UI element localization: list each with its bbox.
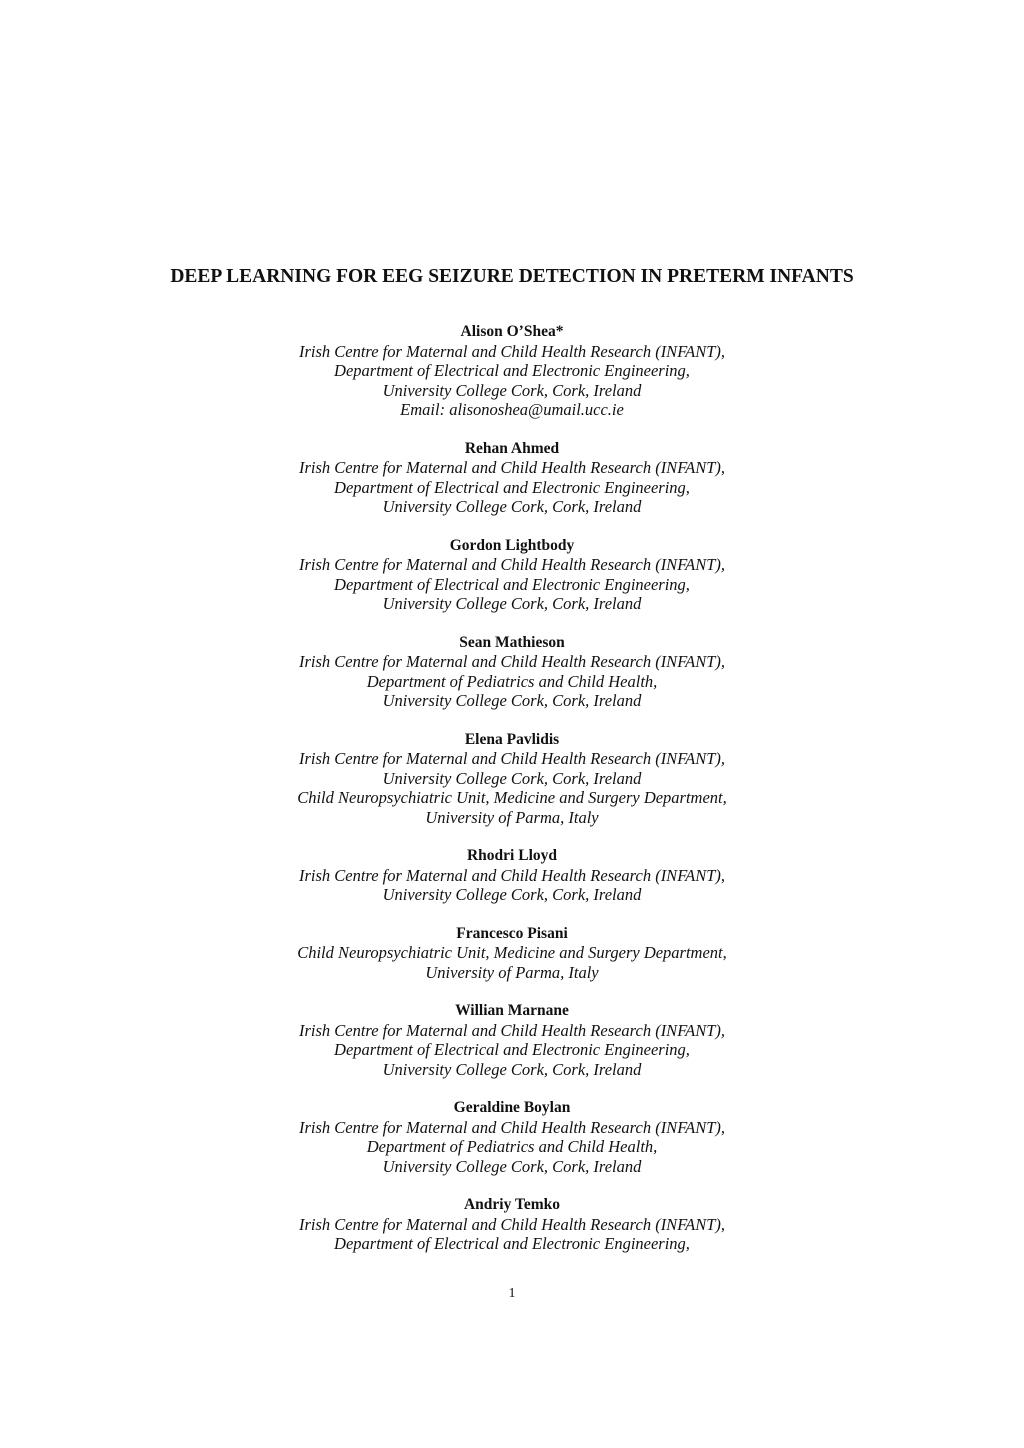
affiliation-line: Department of Electrical and Electronic Engineering, bbox=[334, 574, 690, 594]
author-name: Willian Marnane bbox=[455, 1002, 569, 1019]
author-block bbox=[0, 536, 1024, 614]
affiliation-line: Irish Centre for Maternal and Child Health Research (INFANT), bbox=[298, 458, 726, 477]
author-name: Francesco Pisani bbox=[456, 924, 568, 942]
author-block bbox=[0, 730, 1024, 828]
author-name: Elena Pavlidis bbox=[464, 730, 560, 748]
affiliation-line: Department of Pediatrics and Child Health, bbox=[366, 671, 658, 691]
affiliation-line: Irish Centre for Maternal and Child Health Research (INFANT), bbox=[298, 341, 726, 361]
affiliation-line: Irish Centre for Maternal and Child Health Research (INFANT), bbox=[298, 749, 726, 768]
affiliation-line: Department of Electrical and Electronic Engineering, bbox=[334, 361, 690, 380]
affiliation-line: University of Parma, Italy bbox=[425, 807, 599, 827]
author-block bbox=[0, 1098, 1024, 1176]
affiliation-line: Irish Centre for Maternal and Child Health Research (INFANT), bbox=[298, 652, 726, 671]
affiliation-line: University College Cork, Cork, Ireland bbox=[382, 1156, 642, 1176]
page-number: 1 bbox=[508, 1286, 516, 1301]
author-list bbox=[0, 322, 1024, 1273]
author-block bbox=[0, 1001, 1024, 1079]
author-email: Email: alisonoshea@umail.ucc.ie bbox=[400, 400, 624, 419]
author-name: Geraldine Boylan bbox=[453, 1099, 571, 1116]
author-name: Andriy Temko bbox=[463, 1196, 561, 1213]
affiliation-line: Irish Centre for Maternal and Child Health Research (INFANT), bbox=[298, 1214, 726, 1234]
affiliation-line: University College Cork, Cork, Ireland bbox=[382, 497, 642, 516]
author-block bbox=[0, 633, 1024, 711]
author-block bbox=[0, 846, 1024, 905]
affiliation-line: Irish Centre for Maternal and Child Health Research (INFANT), bbox=[298, 1117, 726, 1137]
affiliation-line: University College Cork, Cork, Ireland bbox=[382, 885, 642, 904]
author-name: Alison O’Shea* bbox=[460, 323, 564, 340]
author-block bbox=[0, 1195, 1024, 1254]
author-name: Rehan Ahmed bbox=[464, 439, 560, 457]
affiliation-line: Irish Centre for Maternal and Child Health Research (INFANT), bbox=[298, 555, 726, 574]
affiliation-line: University College Cork, Cork, Ireland bbox=[382, 594, 642, 613]
author-block bbox=[0, 924, 1024, 983]
author-block bbox=[0, 439, 1024, 517]
affiliation-line: University College Cork, Cork, Ireland bbox=[382, 691, 642, 710]
affiliation-line: Department of Electrical and Electronic Engineering, bbox=[334, 1234, 690, 1253]
affiliation-line: University of Parma, Italy bbox=[425, 962, 599, 982]
paper-title: DEEP LEARNING FOR EEG SEIZURE DETECTION IN PRETERM INFANTS bbox=[170, 266, 854, 287]
affiliation-line: Irish Centre for Maternal and Child Health Research (INFANT), bbox=[298, 1020, 726, 1040]
author-name: Gordon Lightbody bbox=[449, 536, 575, 554]
affiliation-line: Department of Pediatrics and Child Health, bbox=[366, 1137, 658, 1156]
author-name: Rhodri Lloyd bbox=[466, 847, 557, 864]
affiliation-line: Department of Electrical and Electronic Engineering, bbox=[334, 477, 690, 497]
author-block bbox=[0, 322, 1024, 420]
affiliation-line: Irish Centre for Maternal and Child Health Research (INFANT), bbox=[298, 865, 726, 885]
affiliation-line: Child Neuropsychiatric Unit, Medicine and Surgery Department, bbox=[297, 788, 727, 807]
affiliation-line: Child Neuropsychiatric Unit, Medicine and Surgery Department, bbox=[297, 943, 727, 962]
affiliation-line: Department of Electrical and Electronic Engineering, bbox=[334, 1040, 690, 1059]
affiliation-line: University College Cork, Cork, Ireland bbox=[382, 768, 642, 788]
author-name: Sean Mathieson bbox=[459, 633, 565, 651]
affiliation-line: University College Cork, Cork, Ireland bbox=[382, 1059, 642, 1079]
affiliation-line: University College Cork, Cork, Ireland bbox=[382, 380, 642, 400]
